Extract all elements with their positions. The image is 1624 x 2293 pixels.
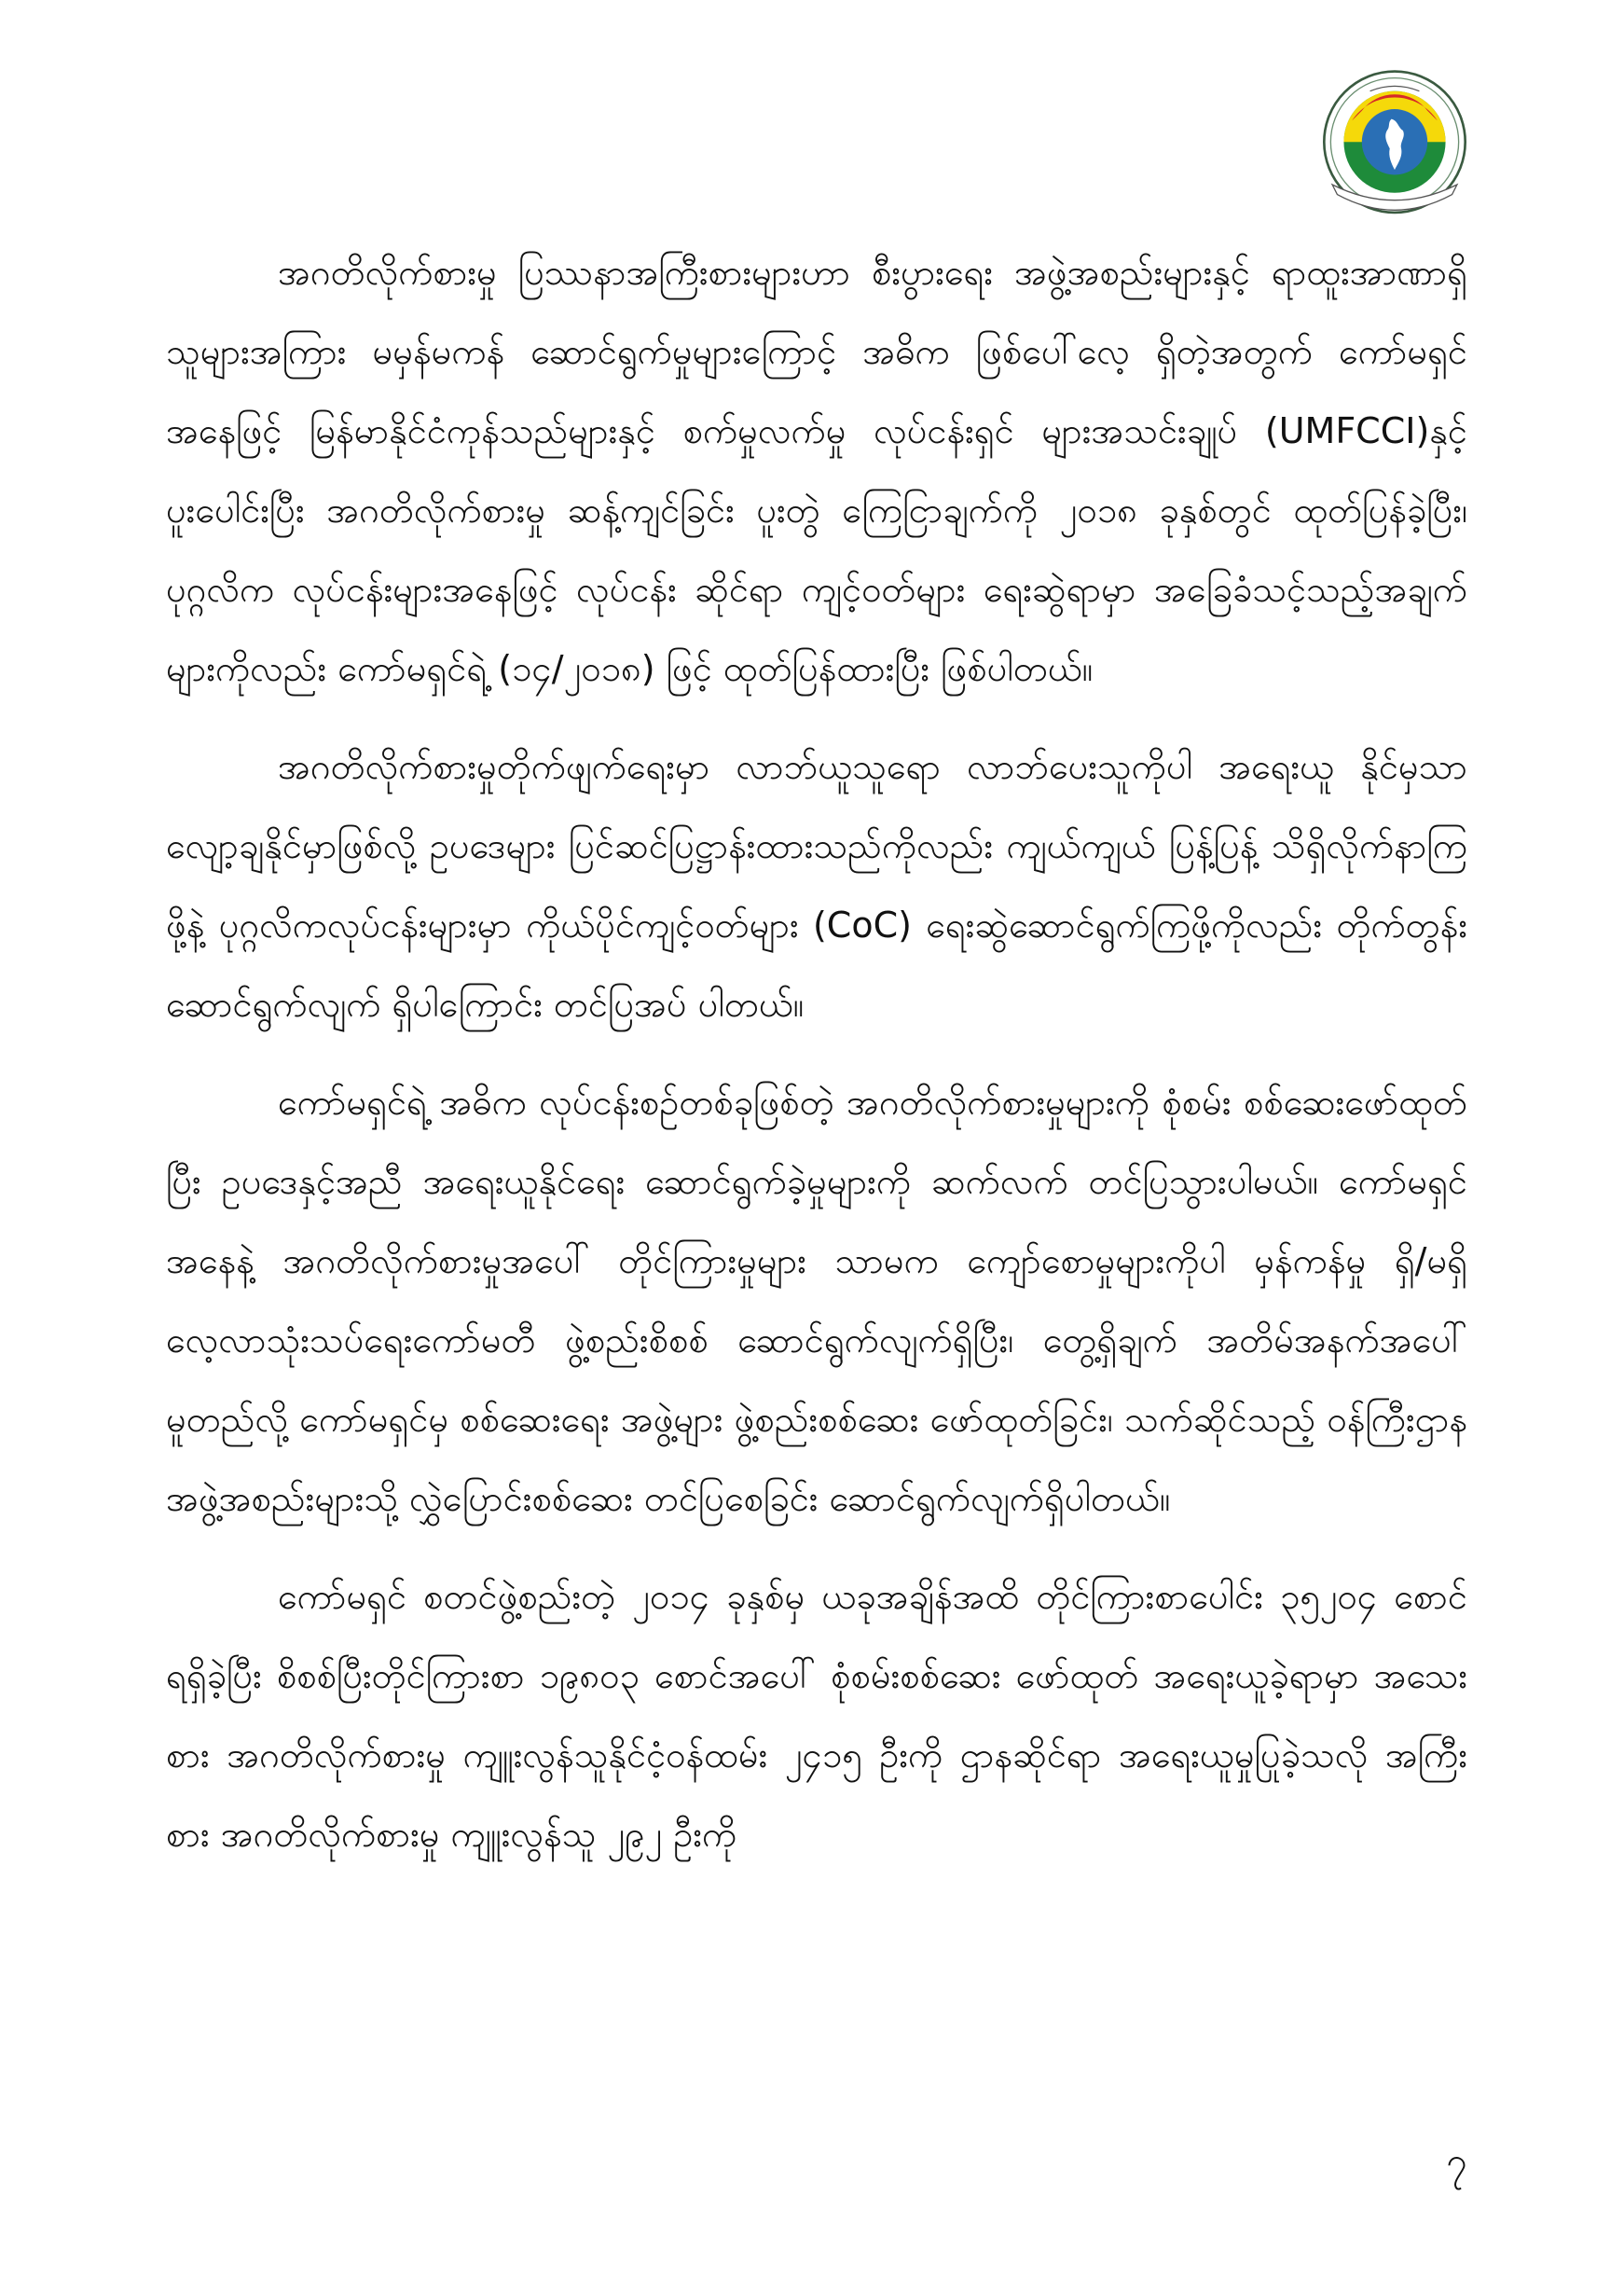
paragraph: အဂတိလိုက်စားမှုတိုက်ဖျက်ရေးမှာ လာဘ်ယူသူရော လာဘ်ပေးသူကိုပါ အရေးယူ နိုင်မှသာ လျော့ချနိုင်မှာဖြစ်လို့ ဥပဒေများ ပြင်ဆင်ပြဋ္ဌာန်းထားသည်ကိုလည်း ကျယ်ကျယ် ပြန့်ပြန့် သိရှိလိုက်နာကြဖို့နဲ့ ပုဂ္ဂလိကလုပ်ငန်းများမှာ ကိုယ်ပိုင်ကျင့်ဝတ်များ (CoC) ရေးဆွဲဆောင်ရွက်ကြဖို့ကိုလည်း တိုက်တွန်းဆောင်ရွက်လျက် ရှိပါကြောင်း တင်ပြအပ် ပါတယ်။ (166, 746, 1467, 1025)
anti-corruption-commission-logo (1313, 62, 1477, 226)
paragraph: ကော်မရှင် စတင်ဖွဲ့စည်းတဲ့ ၂၀၁၄ ခုနှစ်မှ ယခုအချိန်အထိ တိုင်ကြားစာပေါင်း ၃၅၂၀၄ စောင် ရရှိခဲ့ပြီး စိစစ်ပြီးတိုင်ကြားစာ ၁၉၈၀၃ စောင်အပေါ် စုံစမ်းစစ်ဆေး ဖော်ထုတ် အရေးယူခဲ့ရာမှာ အသေးစား အဂတိလိုက်စားမှု ကျူးလွန်သူနိုင်ငံ့ဝန်ထမ်း ၂၄၁၅ ဦးကို ဌာနဆိုင်ရာ အရေးယူမှုပြုခဲ့သလို အကြီးစား အဂတိလိုက်စားမှု ကျူးလွန်သူ ၂၉၂ ဦးကို (166, 1576, 1467, 1855)
document-body (166, 233, 1467, 1874)
page-number: ၇ (1446, 2140, 1467, 2183)
paragraph: အဂတိလိုက်စားမှု ပြဿနာအကြီးစားများဟာ စီးပွားရေး အဖွဲ့အစည်းများနှင့် ရာထူးအာဏာရှိသူများအကြား မမှန်မကန် ဆောင်ရွက်မှုများကြောင့် အဓိက ဖြစ်ပေါ်လေ့ ရှိတဲ့အတွက် ကော်မရှင်အနေဖြင့် မြန်မာနိုင်ငံကုန်သည်များနှင့် စက်မှုလက်မှု လုပ်ငန်းရှင် များအသင်းချုပ် (UMFCCI)နှင့် ပူးပေါင်းပြီး အဂတိလိုက်စားမှု ဆန့်ကျင်ခြင်း ပူးတွဲ ကြေငြာချက်ကို ၂၀၁၈ ခုနှစ်တွင် ထုတ်ပြန်ခဲ့ပြီး၊ ပုဂ္ဂလိက လုပ်ငန်းများအနေဖြင့် လုပ်ငန်း ဆိုင်ရာ ကျင့်ဝတ်များ ရေးဆွဲရာမှာ အခြေခံသင့်သည့်အချက်များကိုလည်း ကော်မရှင်ရဲ့ (၁၄/၂၀၁၈) ဖြင့် ထုတ်ပြန်ထားပြီး ဖြစ်ပါတယ်။ (166, 252, 1467, 689)
paragraph: ကော်မရှင်ရဲ့ အဓိက လုပ်ငန်းစဉ်တစ်ခုဖြစ်တဲ့ အဂတိလိုက်စားမှုများကို စုံစမ်း စစ်ဆေးဖော်ထုတ်ပြီး ဥပဒေနှင့်အညီ အရေးယူနိုင်ရေး ဆောင်ရွက်ခဲ့မှုများကို ဆက်လက် တင်ပြသွားပါမယ်။ ကော်မရှင်အနေနဲ့ အဂတိလိုက်စားမှုအပေါ် တိုင်ကြားမှုများ သာမက ကျော်စောမှုများကိုပါ မှန်ကန်မှု ရှိ/မရှိ လေ့လာသုံးသပ်ရေးကော်မတီ ဖွဲ့စည်းစိစစ် ဆောင်ရွက်လျက်ရှိပြီး၊ တွေ့ရှိချက် အတိမ်အနက်အပေါ် မူတည်လို့ ကော်မရှင်မှ စစ်ဆေးရေး အဖွဲ့များ ဖွဲ့စည်းစစ်ဆေး ဖော်ထုတ်ခြင်း၊ သက်ဆိုင်သည့် ဝန်ကြီးဌာန အဖွဲ့အစည်းများသို့ လွှဲပြောင်းစစ်ဆေး တင်ပြစေခြင်း ဆောင်ရွက်လျက်ရှိပါတယ်။ (166, 1082, 1467, 1519)
